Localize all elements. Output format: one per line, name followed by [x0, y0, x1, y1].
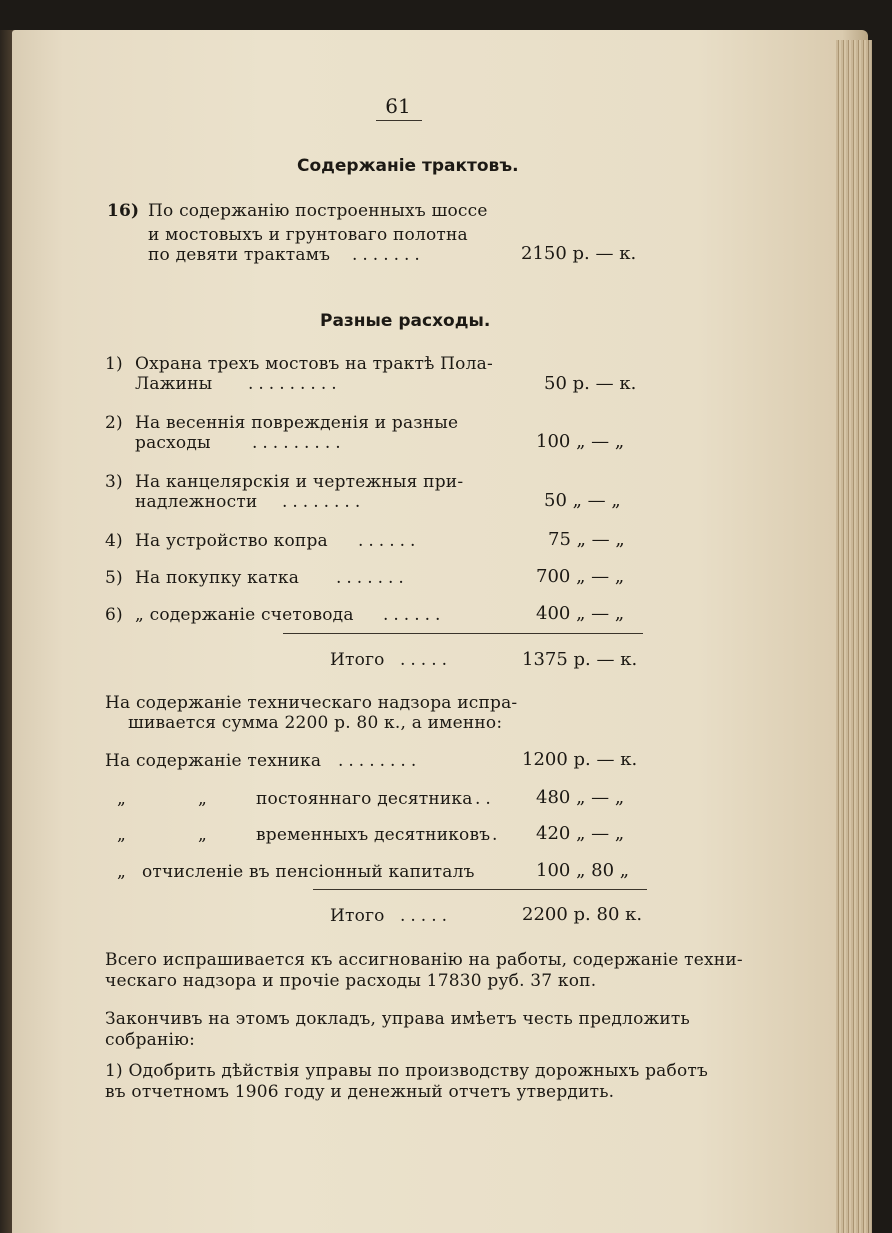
item-2-number: 2)	[105, 413, 123, 433]
proposal-line1: 1) Одобрить дѣйствiя управы по производству дорожныхъ работъ	[105, 1061, 708, 1081]
ditto-mark: „	[117, 825, 127, 845]
item-1-number: 1)	[105, 354, 123, 374]
item-2-amount: 100 „ — „	[536, 431, 625, 452]
total-rule	[283, 633, 643, 634]
item-5-amount: 700 „ — „	[536, 566, 625, 587]
proposal-line2: въ отчетномъ 1906 году и денежный отчетъ утвердить.	[105, 1082, 615, 1102]
leader-dots: ........	[338, 751, 422, 771]
leader-dots: ......	[358, 531, 421, 551]
supervision-total-amount: 2200 р. 80 к.	[522, 904, 643, 925]
supervision-row-2-label: постояннаго десятника	[256, 789, 473, 809]
item-1-line1: Охрана трехъ мостовъ на трактѣ Пола-	[135, 354, 493, 374]
supervision-row-2-amount: 480 „ — „	[536, 787, 625, 808]
misc-total-label: Итого	[330, 650, 385, 670]
item-6-number: 6)	[105, 605, 123, 625]
supervision-row-3-amount: 420 „ — „	[536, 823, 625, 844]
leader-dots: .....	[400, 906, 453, 926]
leader-dots: .........	[252, 433, 346, 453]
conclusion-line1: Закончивъ на этомъ докладъ, управа имѣетъ честь предложить	[105, 1009, 690, 1029]
summary-line2: ческаго надзора и прочiе расходы 17830 руб. 37 коп.	[105, 971, 597, 991]
supervision-total-label: Итого	[330, 906, 385, 926]
summary-line1: Всего испрашивается къ ассигнованiю на работы, содержанiе техни-	[105, 950, 743, 970]
ditto-mark: „	[117, 789, 127, 809]
item-5-number: 5)	[105, 568, 123, 588]
item-1-amount: 50 р. — к.	[544, 373, 637, 394]
item-5-line1: На покупку катка	[135, 568, 300, 588]
leader-dots: ......	[383, 605, 446, 625]
ditto-mark: „	[117, 862, 127, 882]
section-title-roads: Содержанiе трактовъ.	[297, 156, 519, 176]
ditto-mark: „	[198, 789, 208, 809]
leader-dots: ........	[282, 492, 366, 512]
supervision-row-1-label: На содержанiе техника	[105, 751, 322, 771]
item-6-amount: 400 „ — „	[536, 603, 625, 624]
page-number: 61	[385, 94, 411, 118]
item-2-line2: расходы	[135, 433, 211, 453]
leader-dots: .	[492, 825, 503, 845]
conclusion-line2: собранiю:	[105, 1030, 196, 1050]
supervision-row-3-label: временныхъ десятниковъ	[256, 825, 491, 845]
item-16-number: 16)	[107, 201, 140, 221]
item-16-line2: и мостовыхъ и грунтоваго полотна	[148, 225, 468, 245]
leader-dots: .......	[336, 568, 409, 588]
item-16-amount: 2150 р. — к.	[521, 243, 637, 264]
supervision-row-1-amount: 1200 р. — к.	[522, 749, 638, 770]
ditto-mark: „	[198, 825, 208, 845]
leader-dots: .........	[248, 374, 342, 394]
item-3-line1: На канцелярскiя и чертежныя при-	[135, 472, 464, 492]
item-3-number: 3)	[105, 472, 123, 492]
item-2-line1: На весеннiя поврежденiя и разные	[135, 413, 459, 433]
page-stack-edges	[836, 40, 872, 1233]
page-number-underline	[376, 120, 422, 121]
item-16-line3: по девяти трактамъ	[148, 245, 331, 265]
supervision-row-4-amount: 100 „ 80 „	[536, 860, 630, 881]
leader-dots: .....	[400, 650, 453, 670]
supervision-row-4-label: отчисленiе въ пенсiонный капиталъ	[142, 862, 475, 882]
total-rule	[313, 889, 647, 890]
section-title-misc: Разные расходы.	[320, 311, 491, 331]
leader-dots: ..	[475, 789, 496, 809]
supervision-intro-line1: На содержанiе техническаго надзора испра-	[105, 693, 518, 713]
item-1-line2: Лажины	[135, 374, 213, 394]
item-3-line2: надлежности	[135, 492, 258, 512]
item-4-line1: На устройство копра	[135, 531, 328, 551]
leader-dots: .......	[352, 245, 425, 265]
item-4-amount: 75 „ — „	[548, 529, 625, 550]
supervision-intro-line2: шивается сумма 2200 р. 80 к., а именно:	[128, 713, 503, 733]
item-4-number: 4)	[105, 531, 123, 551]
item-6-line1: „ содержанiе счетовода	[135, 605, 354, 625]
misc-total-amount: 1375 р. — к.	[522, 649, 638, 670]
item-3-amount: 50 „ — „	[544, 490, 621, 511]
item-16-line1: По содержанiю построенныхъ шоссе	[148, 201, 488, 221]
